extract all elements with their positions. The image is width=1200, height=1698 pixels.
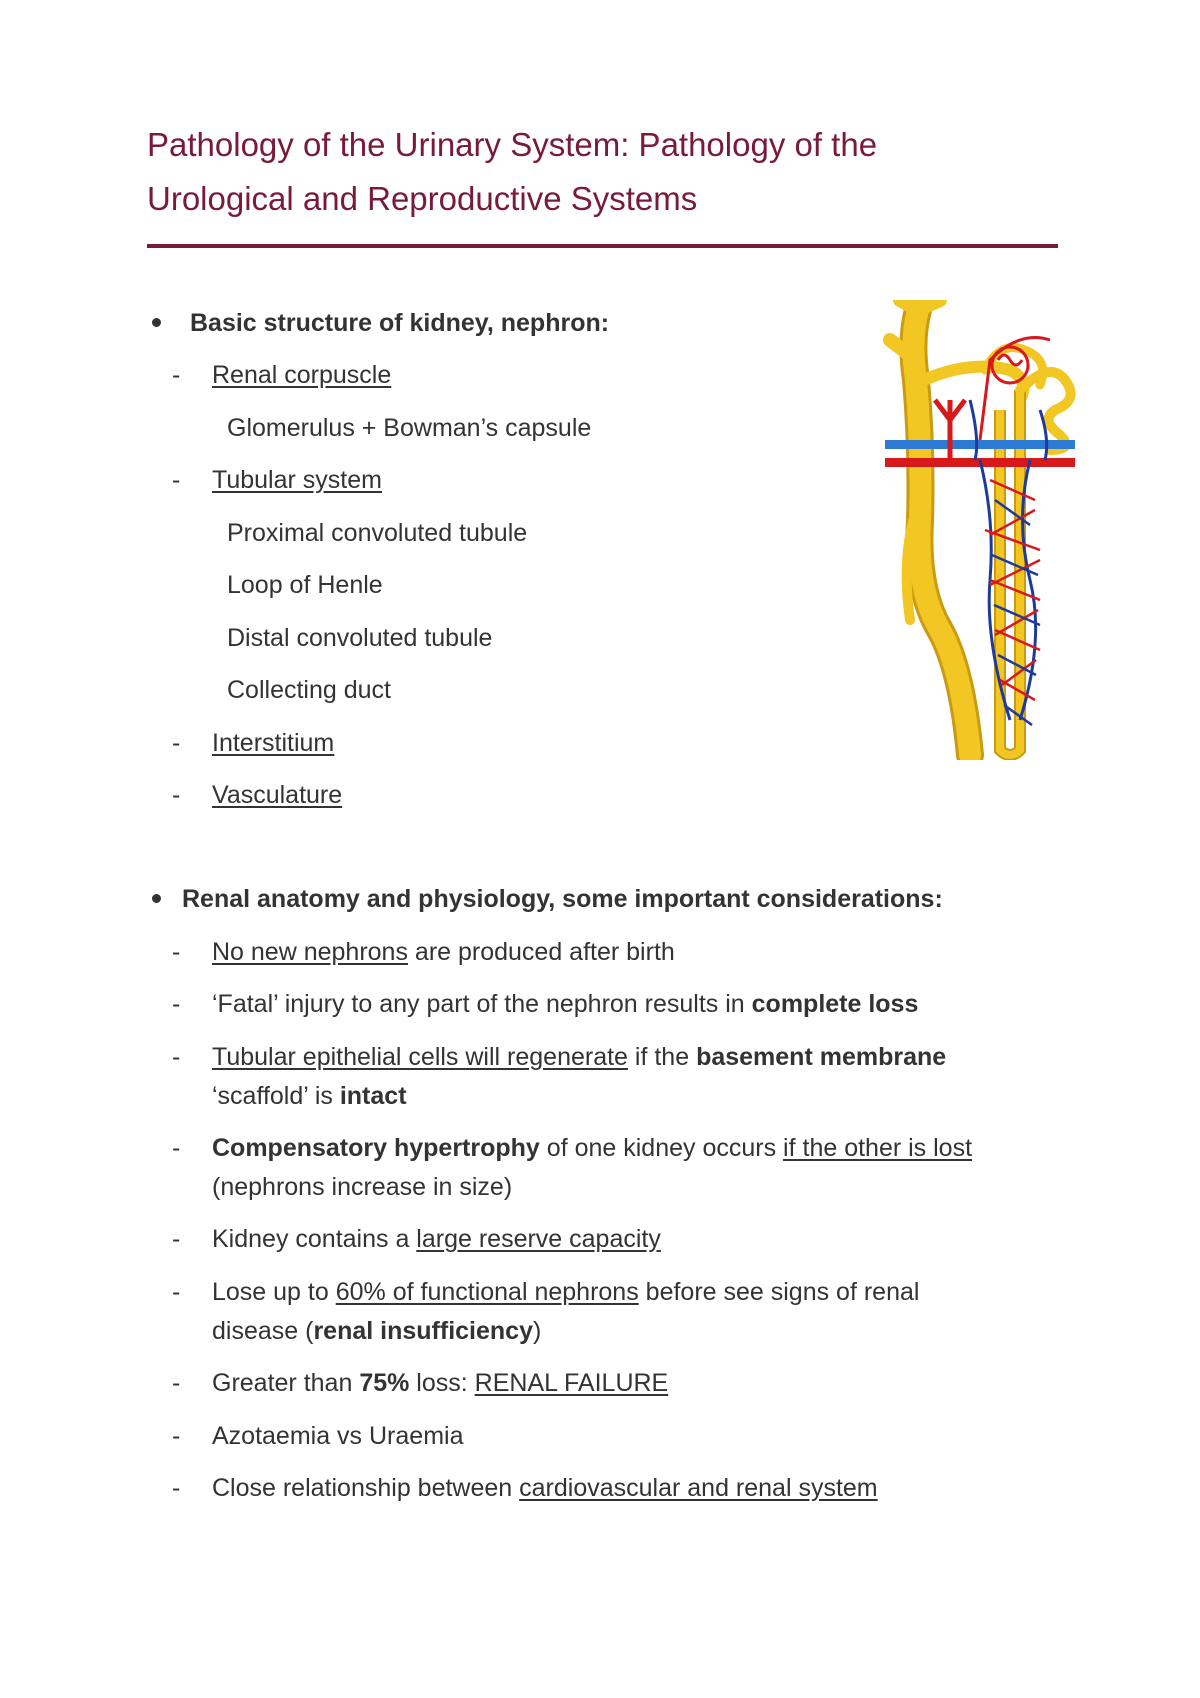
dash-marker: - [172,361,181,389]
item-reserve-capacity: Kidney contains a large reserve capacity [212,1225,661,1253]
dash-marker: - [172,729,181,757]
item-vasculature: Vasculature [212,781,343,809]
bullet-icon [152,318,161,327]
dash-marker: - [172,1369,181,1397]
section1-heading: Basic structure of kidney, nephron: [190,309,610,337]
item-loop-of-henle: Loop of Henle [227,571,383,599]
dash-marker: - [172,1422,181,1450]
dash-marker: - [172,1278,181,1306]
item-no-new-nephrons: No new nephrons are produced after birth [212,938,675,966]
item-lose-nephrons-cont: disease (renal insufficiency) [212,1317,542,1345]
section2-heading: Renal anatomy and physiology, some important considerations: [182,885,943,913]
dash-marker: - [172,1134,181,1162]
dash-marker: - [172,1474,181,1502]
bullet-icon [152,894,161,903]
item-fatal-injury: ‘Fatal’ injury to any part of the nephron results in complete loss [212,990,919,1018]
title-divider [147,244,1058,248]
item-tubular-system: Tubular system [212,466,382,494]
item-cardiovascular: Close relationship between cardiovascular and renal system [212,1474,878,1502]
item-glomerulus: Glomerulus + Bowman’s capsule [227,414,592,442]
dash-marker: - [172,466,181,494]
item-interstitium: Interstitium [212,729,335,757]
dash-marker: - [172,1043,181,1071]
item-renal-failure: Greater than 75% loss: RENAL FAILURE [212,1369,669,1397]
item-regenerate-cont: ‘scaffold’ is intact [212,1082,407,1110]
item-collecting-duct: Collecting duct [227,676,391,704]
title-line-2: Urological and Reproductive Systems [147,180,698,217]
item-compensatory: Compensatory hypertrophy of one kidney occurs if the other is lost [212,1134,973,1162]
title-line-1: Pathology of the Urinary System: Pathology of the [147,126,878,163]
nephron-diagram [880,300,1080,760]
item-regenerate: Tubular epithelial cells will regenerate if the basement membrane [212,1043,947,1071]
item-azotaemia: Azotaemia vs Uraemia [212,1422,464,1450]
page-title [147,118,1047,226]
dash-marker: - [172,781,181,809]
item-pct: Proximal convoluted tubule [227,519,528,547]
item-lose-nephrons: Lose up to 60% of functional nephrons before see signs of renal [212,1278,920,1306]
dash-marker: - [172,990,181,1018]
item-compensatory-cont: (nephrons increase in size) [212,1173,513,1201]
item-renal-corpuscle: Renal corpuscle [212,361,392,389]
item-dct: Distal convoluted tubule [227,624,493,652]
dash-marker: - [172,1225,181,1253]
dash-marker: - [172,938,181,966]
